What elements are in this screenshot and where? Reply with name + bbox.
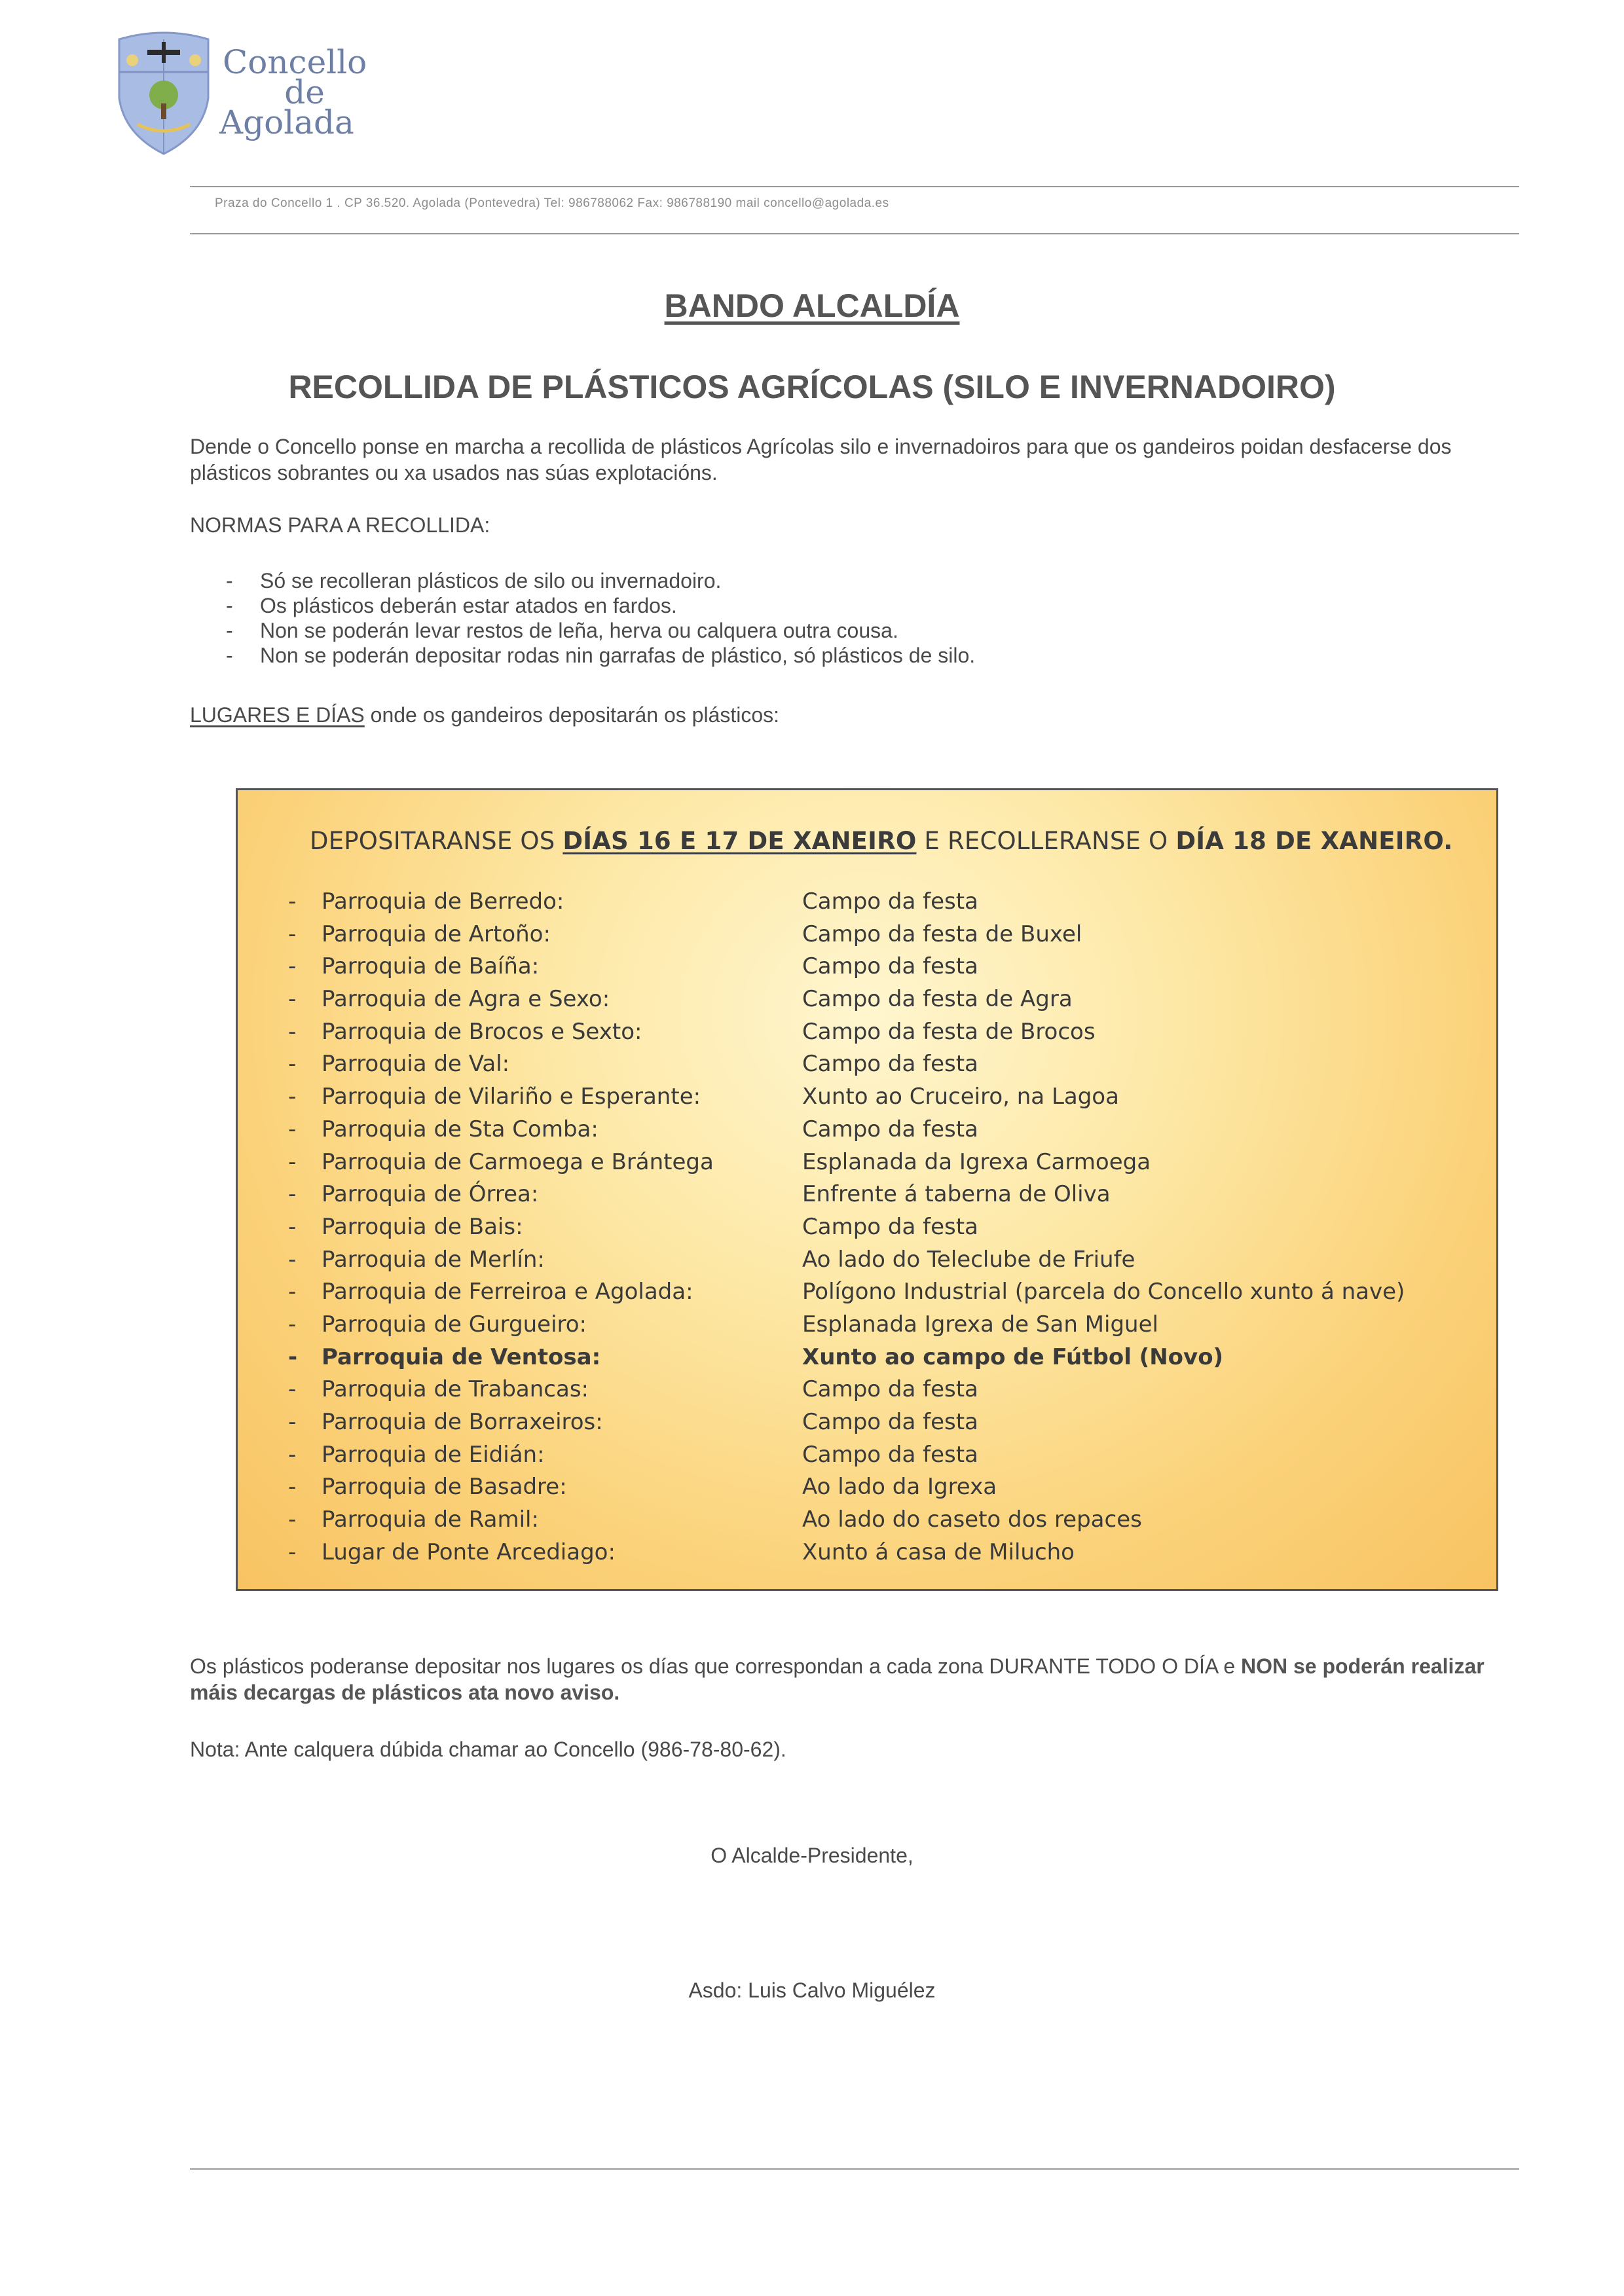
parish-location: Campo da festa de Agra <box>802 986 1073 1013</box>
row-dash: - <box>288 1148 297 1175</box>
normas-heading: NORMAS PARA A RECOLLIDA: <box>190 513 490 537</box>
row-dash: - <box>288 1441 297 1468</box>
parish-row <box>238 1116 1496 1149</box>
row-dash: - <box>288 1539 297 1565</box>
parish-location: Campo da festa <box>802 953 978 980</box>
parish-row <box>238 1181 1496 1214</box>
parish-location: Campo da festa <box>802 1409 978 1435</box>
closing-text: Os plásticos poderanse depositar nos lugares os días que correspondan a cada zona DURANTE TODO O DÍA e <box>190 1654 1241 1678</box>
parish-location: Campo da festa <box>802 1376 978 1403</box>
concello-shield-logo <box>111 26 216 157</box>
row-dash: - <box>288 1311 297 1338</box>
parish-row <box>238 921 1496 954</box>
row-dash: - <box>288 1506 297 1533</box>
parish-list <box>238 888 1496 1571</box>
row-dash: - <box>288 1376 297 1403</box>
row-dash: - <box>288 1181 297 1208</box>
logo-line-2: de <box>284 73 325 111</box>
parish-row <box>238 1539 1496 1572</box>
row-dash: - <box>288 920 297 947</box>
parish-row <box>238 1506 1496 1539</box>
row-dash: - <box>288 1018 297 1045</box>
concello-logo-text <box>219 43 390 141</box>
parish-schedule-box <box>236 788 1498 1591</box>
parish-row <box>238 1442 1496 1474</box>
row-dash: - <box>288 1343 298 1370</box>
parish-location: Campo da festa <box>802 1441 978 1468</box>
row-dash: - <box>288 1246 297 1273</box>
parish-location: Ao lado do Teleclube de Friufe <box>802 1246 1135 1273</box>
nota-line: Nota: Ante calquera dúbida chamar ao Concello (986-78-80-62). <box>190 1738 786 1761</box>
lugares-label: LUGARES E DÍAS <box>190 703 365 727</box>
logo-line-3: Agolada <box>219 103 354 141</box>
box-heading-collection-date: DÍA 18 DE XANEIRO. <box>1175 827 1453 855</box>
closing-paragraph <box>190 1653 1486 1705</box>
parish-name: Parroquia de Eidián: <box>322 1441 545 1468</box>
parish-row <box>238 986 1496 1019</box>
row-dash: - <box>288 888 297 915</box>
parish-name: Parroquia de Trabancas: <box>322 1376 589 1403</box>
row-dash: - <box>288 1051 297 1078</box>
parish-name: Parroquia de Órrea: <box>322 1181 539 1208</box>
row-dash: - <box>288 1116 297 1142</box>
parish-name: Parroquia de Sta Comba: <box>322 1116 599 1142</box>
row-dash: - <box>288 986 297 1013</box>
parish-location: Xunto ao campo de Fútbol (Novo) <box>802 1343 1224 1370</box>
box-heading-dates: DÍAS 16 E 17 DE XANEIRO <box>563 827 917 855</box>
parish-location: Campo da festa de Brocos <box>802 1018 1096 1045</box>
parish-location: Campo da festa <box>802 1051 978 1078</box>
parish-row <box>238 1474 1496 1506</box>
parish-row <box>238 1051 1496 1084</box>
box-heading <box>310 827 1453 855</box>
parish-row <box>238 1019 1496 1051</box>
signature-title: O Alcalde-Presidente, <box>710 1844 913 1867</box>
parish-location: Xunto á casa de Milucho <box>802 1539 1075 1565</box>
parish-name: Parroquia de Artoño: <box>322 920 551 947</box>
lugares-line <box>190 702 779 728</box>
parish-row <box>238 1344 1496 1377</box>
signature-name: Asdo: Luis Calvo Miguélez <box>688 1978 936 2002</box>
normas-item: - Non se poderán levar restos de leña, herva ou calquera outra cousa. <box>219 618 975 643</box>
parish-row <box>238 1279 1496 1311</box>
normas-list <box>219 568 975 668</box>
footer-rule <box>190 2168 1519 2170</box>
parish-name: Parroquia de Agra e Sexo: <box>322 986 610 1013</box>
parish-row <box>238 1149 1496 1182</box>
lugares-rest: onde os gandeiros depositarán os plásticos: <box>364 703 780 727</box>
parish-name: Parroquia de Ramil: <box>322 1506 539 1533</box>
parish-location: Campo da festa <box>802 1213 978 1240</box>
parish-row <box>238 1084 1496 1116</box>
parish-name: Parroquia de Ventosa: <box>322 1343 601 1370</box>
normas-item: - Non se poderán depositar rodas nin garrafas de plástico, só plásticos de silo. <box>219 643 975 668</box>
page-title: BANDO ALCALDÍA <box>664 287 960 324</box>
parish-name: Parroquia de Vilariño e Esperante: <box>322 1084 701 1110</box>
parish-name: Parroquia de Merlín: <box>322 1246 545 1273</box>
row-dash: - <box>288 953 297 980</box>
parish-name: Parroquia de Ferreiroa e Agolada: <box>322 1279 693 1305</box>
row-dash: - <box>288 1213 297 1240</box>
parish-row <box>238 1376 1496 1409</box>
row-dash: - <box>288 1474 297 1501</box>
parish-location: Campo da festa <box>802 1116 978 1142</box>
row-dash: - <box>288 1409 297 1435</box>
parish-name: Parroquia de Val: <box>322 1051 510 1078</box>
parish-name: Parroquia de Carmoega e Brántega <box>322 1148 714 1175</box>
parish-location: Polígono Industrial (parcela do Concello xunto á nave) <box>802 1279 1405 1305</box>
parish-name: Parroquia de Gurgueiro: <box>322 1311 587 1338</box>
parish-location: Xunto ao Cruceiro, na Lagoa <box>802 1084 1119 1110</box>
parish-name: Parroquia de Baíña: <box>322 953 540 980</box>
parish-row <box>238 953 1496 986</box>
parish-name: Parroquia de Borraxeiros: <box>322 1409 603 1435</box>
parish-location: Esplanada da Igrexa Carmoega <box>802 1148 1151 1175</box>
parish-location: Ao lado da Igrexa <box>802 1474 997 1501</box>
parish-row <box>238 1247 1496 1279</box>
parish-name: Parroquia de Brocos e Sexto: <box>322 1018 642 1045</box>
parish-location: Campo da festa de Buxel <box>802 920 1082 947</box>
row-dash: - <box>288 1084 297 1110</box>
parish-location: Ao lado do caseto dos repaces <box>802 1506 1142 1533</box>
box-heading-part2: E RECOLLERANSE O <box>916 827 1176 855</box>
parish-location: Enfrente á taberna de Oliva <box>802 1181 1111 1208</box>
parish-name: Parroquia de Berredo: <box>322 888 564 915</box>
closing-bold: NON se poderán realizar máis decargas de plásticos ata novo aviso. <box>190 1654 1485 1704</box>
parish-name: Parroquia de Bais: <box>322 1213 523 1240</box>
parish-location: Esplanada Igrexa de San Miguel <box>802 1311 1158 1338</box>
parish-row <box>238 888 1496 921</box>
parish-row <box>238 1214 1496 1247</box>
normas-item: - Os plásticos deberán estar atados en fardos. <box>219 593 975 618</box>
logo-line-1: Concello <box>223 43 367 81</box>
parish-row <box>238 1409 1496 1442</box>
header-rule-bottom <box>190 233 1519 234</box>
parish-name: Parroquia de Basadre: <box>322 1474 567 1501</box>
parish-location: Campo da festa <box>802 888 978 915</box>
parish-row <box>238 1311 1496 1344</box>
page-subtitle: RECOLLIDA DE PLÁSTICOS AGRÍCOLAS (SILO E INVERNADOIRO) <box>288 369 1336 405</box>
normas-item: - Só se recolleran plásticos de silo ou invernadoiro. <box>219 568 975 593</box>
header-rule-top <box>190 186 1519 187</box>
box-heading-part1: DEPOSITARANSE OS <box>310 827 563 855</box>
address-line: Praza do Concello 1 . CP 36.520. Agolada (Pontevedra) Tel: 986788062 Fax: 986788190 mail concello@agolada.es <box>215 196 889 210</box>
row-dash: - <box>288 1279 297 1305</box>
parish-name: Lugar de Ponte Arcediago: <box>322 1539 616 1565</box>
intro-paragraph: Dende o Concello ponse en marcha a recollida de plásticos Agrícolas silo e invernadoiros para que os gandeiros poidan desfacerse dos plásticos sobrantes ou xa usados nas súas explotacións. <box>190 435 1452 484</box>
